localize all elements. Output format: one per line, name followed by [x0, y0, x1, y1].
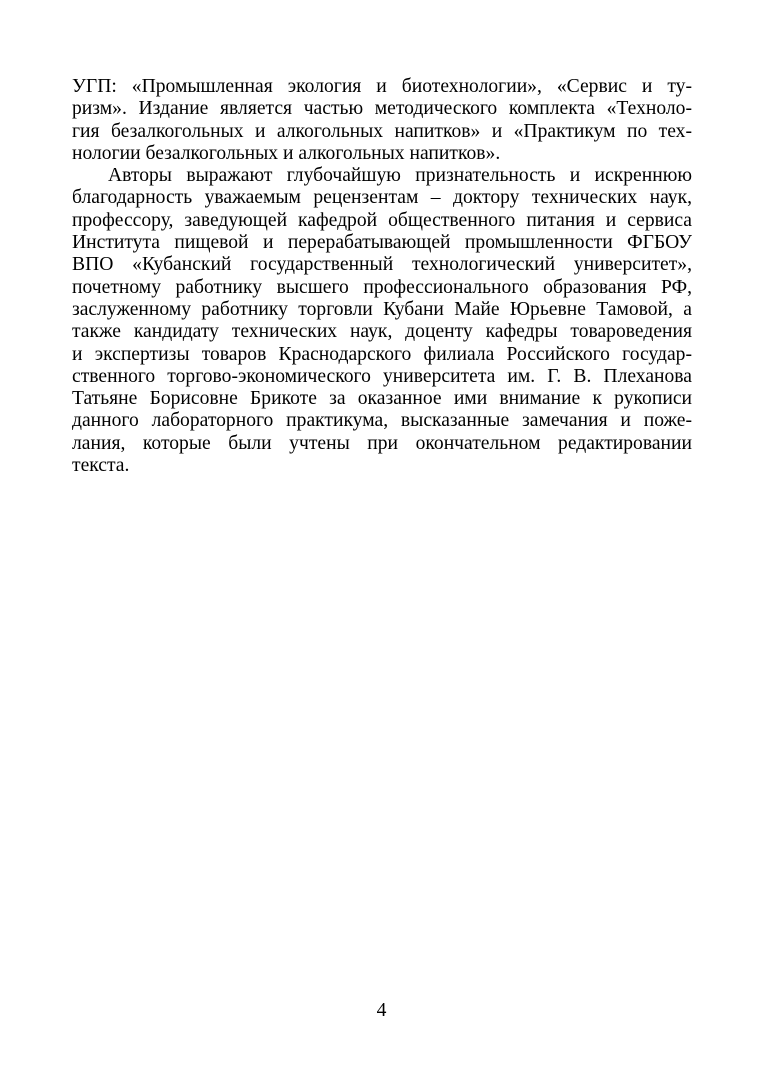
- paragraph-2-line-11: Татьяне Борисовне Брикоте за оказанное ими внимание к рукописи: [72, 388, 692, 410]
- paragraph-2-line-14: текста.: [72, 455, 130, 477]
- paragraph-2-line-5: ВПО «Кубанский государственный технологический университет»,: [72, 254, 692, 276]
- paragraph-2-line-9: и экспертизы товаров Краснодарского филиала Российского государ-: [72, 343, 692, 365]
- page-number: 4: [376, 1000, 387, 1021]
- paragraph-2-line-13: лания, которые были учтены при окончательном редактировании: [72, 432, 692, 454]
- paragraph-2-line-3: профессору, заведующей кафедрой общественного питания и сервиса: [72, 209, 692, 231]
- paragraph-2-line-6: почетному работнику высшего профессионального образования РФ,: [72, 276, 692, 298]
- paragraph-2-line-1: Авторы выражают глубочайшую признательность и искреннюю: [108, 165, 692, 187]
- paragraph-2-line-8: также кандидату технических наук, доценту кафедры товароведения: [72, 321, 692, 343]
- paragraph-2-line-10: ственного торгово-экономического университета им. Г. В. Плеханова: [72, 365, 692, 387]
- paragraph-1-line-4: нологии безалкогольных и алкогольных напитков».: [72, 142, 501, 164]
- paragraph-2-line-12: данного лабораторного практикума, высказанные замечания и поже-: [72, 410, 692, 432]
- paragraph-2-line-7: заслуженному работнику торговли Кубани Майе Юрьевне Тамовой, а: [72, 298, 692, 320]
- body-text: [72, 76, 692, 477]
- paragraph-1-line-1: УГП: «Промышленная экология и биотехнологии», «Сервис и ту-: [72, 76, 692, 97]
- paragraph-1-line-3: гия безалкогольных и алкогольных напитков» и «Практикум по тех-: [72, 120, 692, 142]
- paragraph-1-line-2: ризм». Издание является частью методического комплекта «Техноло-: [72, 98, 692, 120]
- paragraph-2-line-2: благодарность уважаемым рецензентам – доктору технических наук,: [72, 187, 692, 209]
- paragraph-2-line-4: Института пищевой и перерабатывающей промышленности ФГБОУ: [72, 232, 692, 254]
